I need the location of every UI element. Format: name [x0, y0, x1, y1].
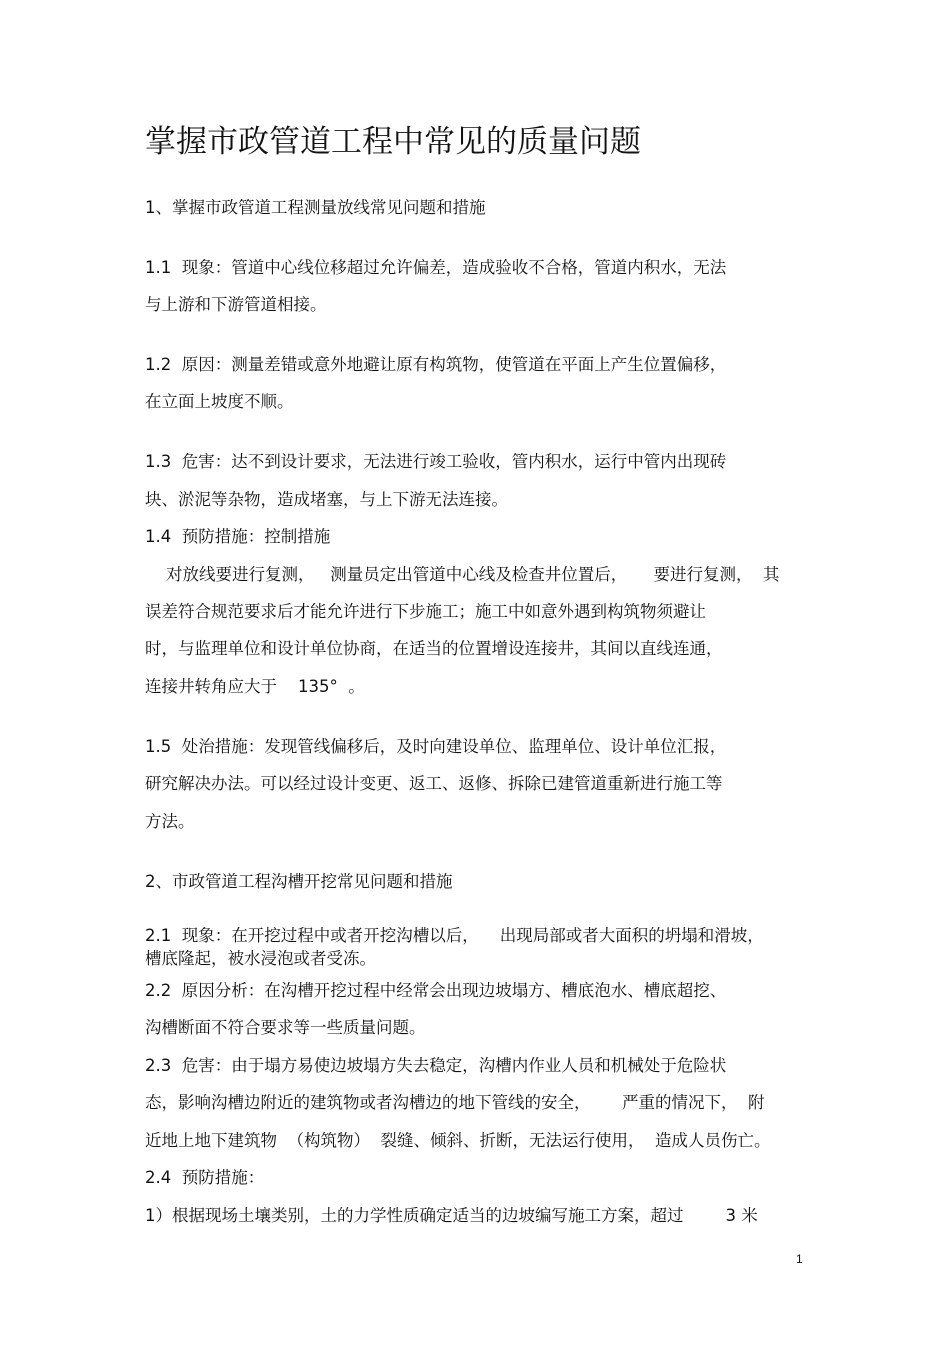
- text-line: 1.5 处治措施：发现管线偏移后，及时向建设单位、监理单位、设计单位汇报，: [145, 737, 727, 756]
- text-line: 1.2 原因：测量差错或意外地避让原有构筑物，使管道在平面上产生位置偏移，: [145, 355, 727, 374]
- text-line: 2.3 危害：由于塌方易使边坡塌方失去稳定，沟槽内作业人员和机械处于危险状: [145, 1056, 727, 1075]
- section-heading-1: 1、掌握市政管道工程测量放线常见问题和措施: [145, 198, 486, 217]
- text-line: 块、淤泥等杂物，造成堵塞，与上下游无法连接。: [145, 490, 508, 509]
- text-line: 近地上地下建筑物 （构筑物） 裂缝、倾斜、折断，无法运行使用， 造成人员伤亡。: [145, 1131, 771, 1150]
- page-title: 掌握市政管道工程中常见的质量问题: [145, 124, 641, 160]
- text-line: 在立面上坡度不顺。: [145, 392, 294, 411]
- text-line: 时，与监理单位和设计单位协商，在适当的位置增设连接井，其间以直线连通，: [145, 639, 723, 658]
- text-line: 2.1 现象：在开挖过程中或者开挖沟槽以后， 出现局部或者大面积的坍塌和滑坡，: [145, 926, 764, 945]
- text-line: 1）根据现场土壤类别，土的力学性质确定适当的边坡编写施工方案，超过 3 米: [145, 1206, 758, 1225]
- text-line: 1.4 预防措施：控制措施: [145, 527, 331, 546]
- text-line: 槽底隆起，被水浸泡或者受冻。: [145, 949, 376, 968]
- text-line: 1.1 现象：管道中心线位移超过允许偏差，造成验收不合格，管道内积水，无法: [145, 258, 727, 277]
- text-line: 对放线要进行复测， 测量员定出管道中心线及检查井位置后， 要进行复测， 其: [145, 565, 780, 584]
- text-line: 2.2 原因分析：在沟槽开挖过程中经常会出现边坡塌方、槽底泡水、槽底超挖、: [145, 981, 727, 1000]
- text-line: 误差符合规范要求后才能允许进行下步施工；施工中如意外遇到构筑物须避让: [145, 602, 706, 621]
- text-line: 2.4 预防措施：: [145, 1168, 265, 1187]
- text-line: 方法。: [145, 812, 195, 831]
- text-line: 沟槽断面不符合要求等一些质量问题。: [145, 1018, 426, 1037]
- text-line: 与上游和下游管道相接。: [145, 295, 327, 314]
- text-line: 研究解决办法。可以经过设计变更、返工、返修、拆除已建管道重新进行施工等: [145, 774, 723, 793]
- section-heading-2: 2、市政管道工程沟槽开挖常见问题和措施: [145, 872, 453, 891]
- text-line: 态，影响沟槽边附近的建筑物或者沟槽边的地下管线的安全， 严重的情况下， 附: [145, 1093, 765, 1112]
- page-number: 1: [796, 1252, 803, 1266]
- text-line: 连接井转角应大于 135° 。: [145, 677, 365, 696]
- text-line: 1.3 危害：达不到设计要求，无法进行竣工验收，管内积水，运行中管内出现砖: [145, 452, 727, 471]
